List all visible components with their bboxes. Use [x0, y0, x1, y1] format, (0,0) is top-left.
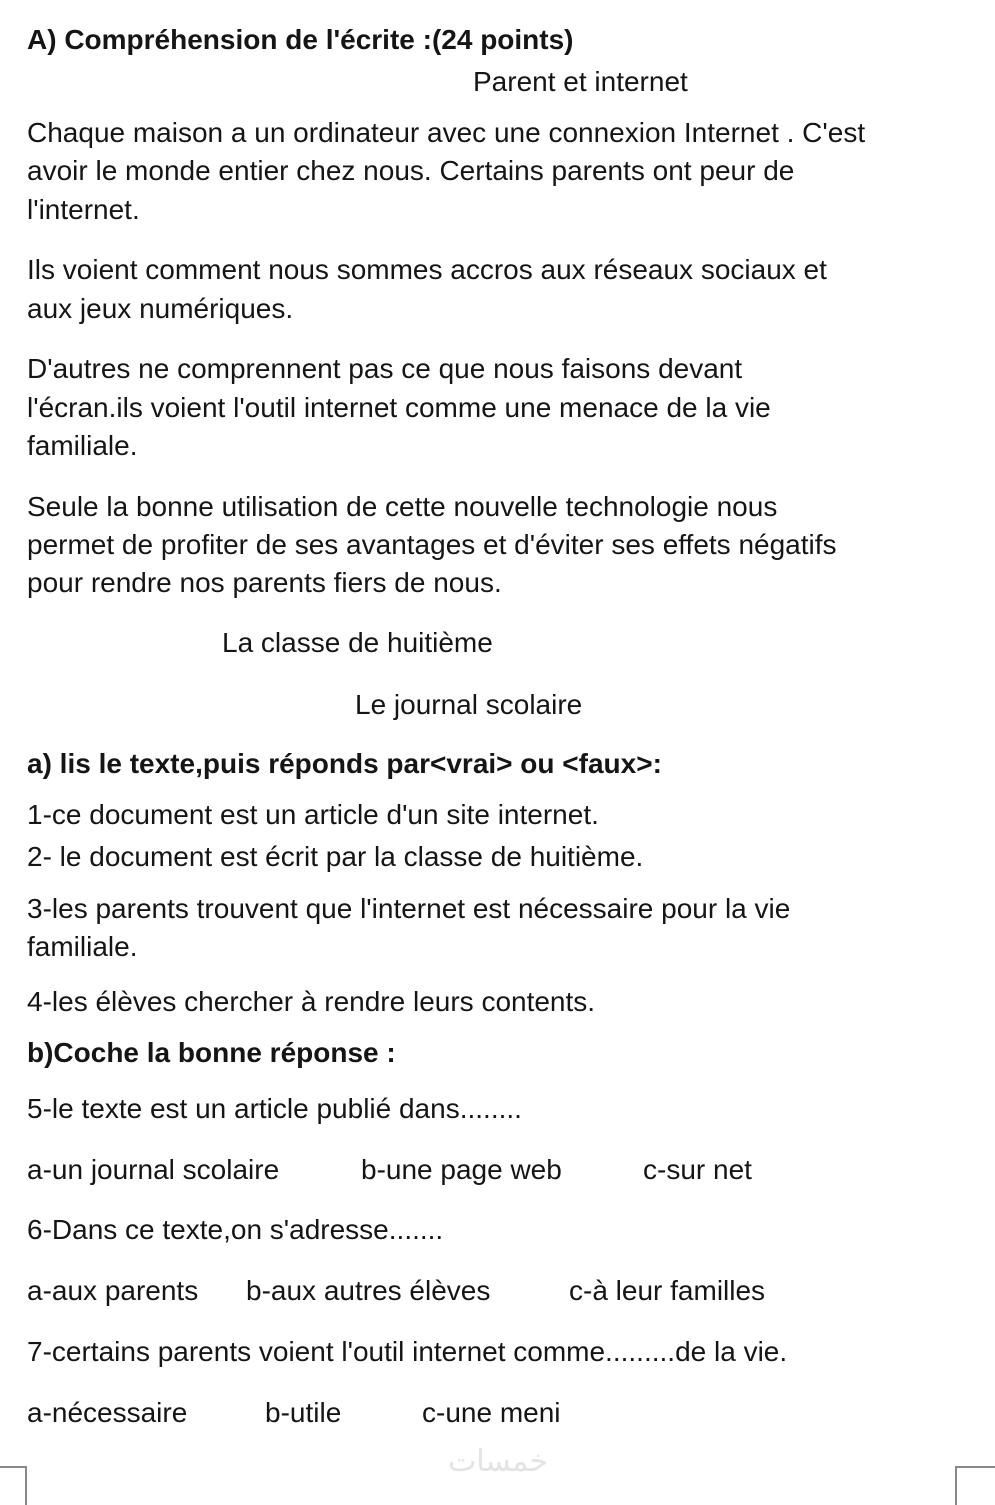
section-a-title: a) lis le texte,puis réponds par<vrai> ou <faux>: [27, 748, 662, 779]
paragraph-3-line-1: D'autres ne comprennent pas ce que nous faisons devant [27, 353, 743, 384]
paragraph-4-line-1: Seule la bonne utilisation de cette nouvelle technologie nous [27, 491, 778, 522]
question-3-line-2: familiale. [27, 931, 138, 962]
question-5-option-a: a-un journal scolaire [27, 1154, 280, 1185]
paragraph-1-line-2: avoir le monde entier chez nous. Certains parents ont peur de [27, 155, 795, 186]
question-7-option-a: a-nécessaire [27, 1397, 188, 1428]
section-heading: A) Compréhension de l'écrite :(24 points) [27, 24, 574, 55]
article-title: Parent et internet [473, 66, 688, 97]
paragraph-4-line-2: permet de profiter de ses avantages et d'éviter ses effets négatifs [27, 529, 837, 560]
question-1: 1-ce document est un article d'un site internet. [27, 799, 599, 830]
paragraph-2-line-2: aux jeux numériques. [27, 293, 294, 324]
watermark-logo: خمسات [447, 1444, 549, 1479]
section-b-title: b)Coche la bonne réponse : [27, 1037, 396, 1068]
paragraph-3-line-3: familiale. [27, 430, 138, 461]
question-4: 4-les élèves chercher à rendre leurs contents. [27, 986, 596, 1017]
paragraph-1-line-3: l'internet. [27, 194, 140, 225]
paragraph-1-line-1: Chaque maison a un ordinateur avec une connexion Internet . C'est [27, 117, 866, 148]
question-7-option-c: c-une meni [422, 1397, 561, 1428]
question-6-option-c: c-à leur familles [569, 1275, 766, 1306]
question-6-option-a: a-aux parents [27, 1275, 199, 1306]
question-3-line-1: 3-les parents trouvent que l'internet est nécessaire pour la vie [27, 893, 791, 924]
question-7-prompt: 7-certains parents voient l'outil internet comme.........de la vie. [27, 1336, 788, 1367]
paragraph-2-line-1: Ils voient comment nous sommes accros aux réseaux sociaux et [27, 254, 827, 285]
page-corner-left [0, 1466, 27, 1505]
question-6-option-b: b-aux autres élèves [246, 1275, 491, 1306]
question-7-option-b: b-utile [265, 1397, 342, 1428]
question-5-option-c: c-sur net [643, 1154, 752, 1185]
paragraph-4-line-3: pour rendre nos parents fiers de nous. [27, 567, 502, 598]
question-2: 2- le document est écrit par la classe de huitième. [27, 841, 644, 872]
article-author: La classe de huitième [222, 627, 493, 658]
question-5-prompt: 5-le texte est un article publié dans........ [27, 1093, 522, 1124]
question-5-option-b: b-une page web [361, 1154, 562, 1185]
page-corner-right [955, 1466, 995, 1505]
article-source: Le journal scolaire [355, 689, 583, 720]
question-6-prompt: 6-Dans ce texte,on s'adresse....... [27, 1214, 444, 1245]
paragraph-3-line-2: l'écran.ils voient l'outil internet comme une menace de la vie [27, 392, 771, 423]
